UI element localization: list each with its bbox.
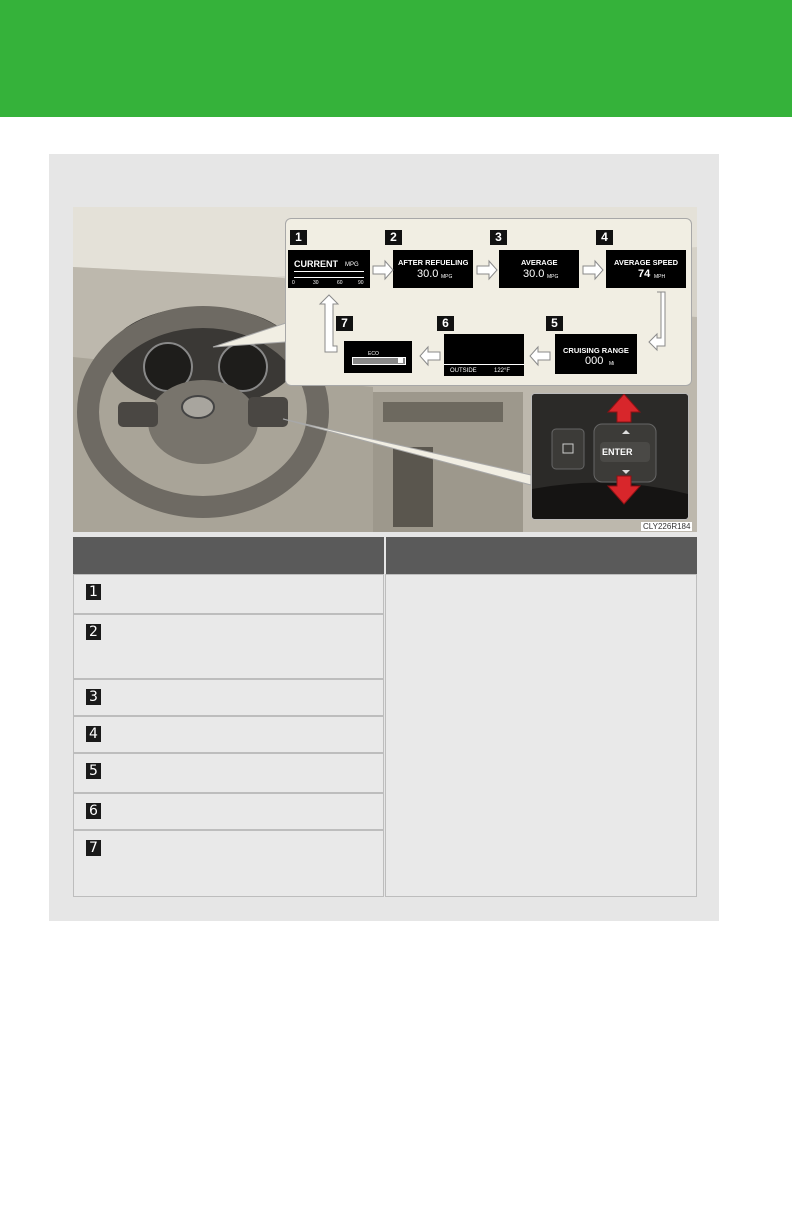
table-row — [73, 574, 384, 614]
row-number-4: 4 — [86, 726, 101, 742]
step-2-marker: 2 — [385, 230, 402, 245]
step-3-marker: 3 — [490, 230, 507, 245]
flow-arrows — [285, 218, 690, 384]
screen-current-label: CURRENT — [294, 259, 338, 269]
screen-outside-label: OUTSIDE — [450, 368, 477, 374]
screen-average-label: AVERAGE — [521, 258, 558, 267]
scale-60: 60 — [337, 280, 343, 286]
screen-outside-value: 122°F — [494, 368, 511, 374]
header-bar — [0, 0, 792, 117]
screen-average-value: 30.0 — [523, 268, 545, 280]
table-header — [73, 537, 697, 574]
screen-cruising-range-unit: Mi — [609, 361, 615, 367]
table-row — [73, 793, 384, 830]
step-1-marker: 1 — [290, 230, 307, 245]
screen-average-speed-unit: MPH — [654, 274, 666, 280]
step-7-marker: 7 — [336, 316, 353, 331]
row-number-7: 7 — [86, 840, 101, 856]
table-row — [73, 614, 384, 679]
screen-cruising-range-label: CRUISING RANGE — [563, 346, 629, 355]
step-5-marker: 5 — [546, 316, 563, 331]
table-header-divider — [384, 537, 386, 574]
screen-average-unit: MPG — [547, 274, 559, 280]
screen-average-speed-label: AVERAGE SPEED — [614, 258, 679, 267]
steering-switch-inset — [531, 393, 689, 520]
row-number-3: 3 — [86, 689, 101, 705]
table-description-cell — [385, 574, 697, 897]
screen-after-refueling-value: 30.0 — [417, 268, 439, 280]
screen-eco-label: ECO — [368, 351, 379, 357]
scale-30: 30 — [313, 280, 319, 286]
row-number-6: 6 — [86, 803, 101, 819]
figure-code: CLY226R184 — [643, 522, 691, 531]
scale-0: 0 — [292, 280, 295, 286]
screen-average-speed-value: 74 — [638, 268, 651, 280]
display-table — [73, 537, 697, 897]
row-number-2: 2 — [86, 624, 101, 640]
row-number-5: 5 — [86, 763, 101, 779]
scale-90: 90 — [358, 280, 364, 286]
table-row — [73, 753, 384, 793]
screen-current-unit: MPG — [345, 262, 359, 268]
table-row — [73, 679, 384, 716]
screen-after-refueling-unit: MPG — [441, 274, 453, 280]
row-number-1: 1 — [86, 584, 101, 600]
table-row — [73, 830, 384, 897]
screen-cruising-range-value: 000 — [585, 355, 604, 367]
screen-after-refueling-label: AFTER REFUELING — [398, 258, 469, 267]
table-row — [73, 716, 384, 753]
enter-button-label: ENTER — [602, 447, 633, 457]
step-4-marker: 4 — [596, 230, 613, 245]
step-6-marker: 6 — [437, 316, 454, 331]
